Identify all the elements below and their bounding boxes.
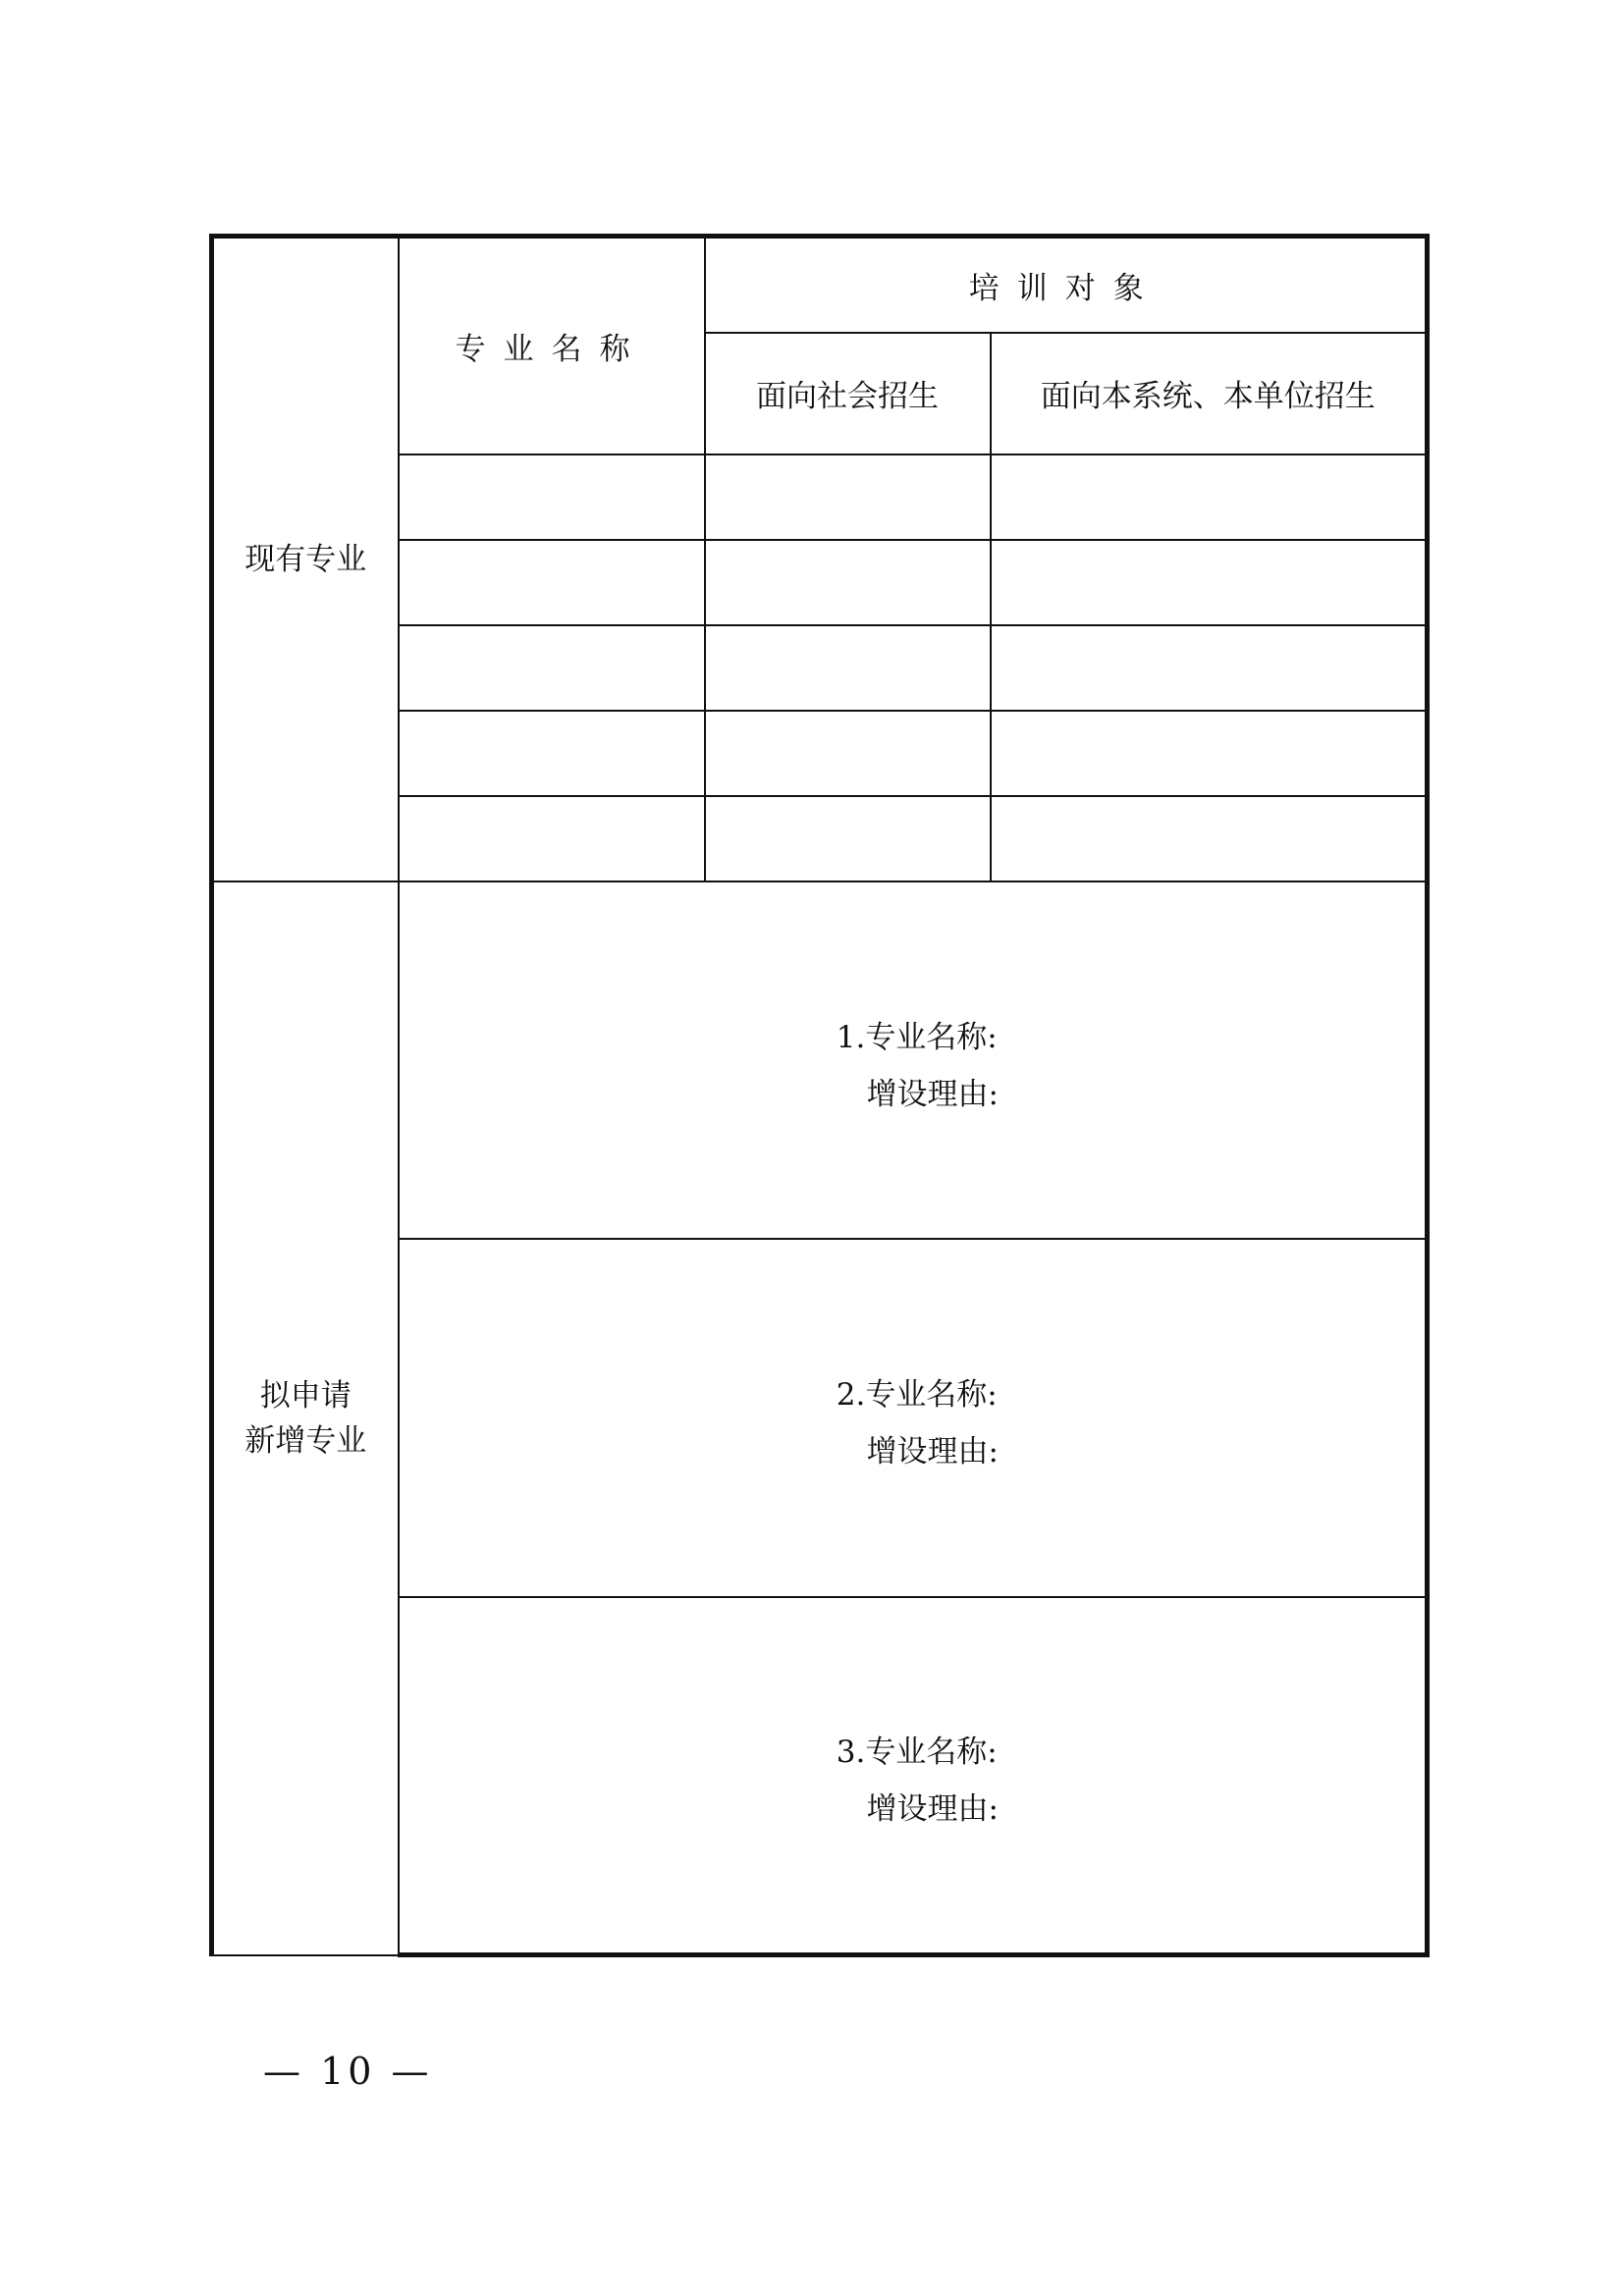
existing-major-internal-cell[interactable] (991, 625, 1428, 711)
existing-major-internal-cell[interactable] (991, 711, 1428, 796)
existing-major-internal-cell[interactable] (991, 540, 1428, 625)
major-name-header: 专业名称 (399, 237, 705, 454)
existing-major-name-cell[interactable] (399, 625, 705, 711)
training-target-header: 培训对象 (705, 237, 1428, 333)
proposal-reason-label: 增设理由: (866, 1076, 999, 1112)
existing-major-society-cell[interactable] (705, 454, 991, 540)
proposal-name-label: 专业名称: (865, 1377, 998, 1413)
existing-major-name-cell[interactable] (399, 540, 705, 625)
new-majors-label (212, 881, 399, 1955)
new-majors-label-line2: 新增专业 (244, 1422, 367, 1459)
proposal-entry[interactable] (399, 881, 1428, 1239)
proposal-entry[interactable] (399, 1597, 1428, 1955)
existing-major-internal-cell[interactable] (991, 454, 1428, 540)
existing-major-society-cell[interactable] (705, 625, 991, 711)
proposal-number: 1. (836, 1019, 866, 1055)
proposal-number: 3. (836, 1735, 866, 1771)
page-number: — 10 — (263, 2050, 433, 2093)
existing-major-name-cell[interactable] (399, 796, 705, 881)
new-majors-label-line1: 拟申请 (259, 1377, 352, 1414)
existing-major-name-cell[interactable] (399, 711, 705, 796)
proposal-number: 2. (836, 1377, 866, 1413)
major-application-table (209, 234, 1430, 1957)
existing-major-society-cell[interactable] (705, 540, 991, 625)
proposal-name-label: 专业名称: (865, 1019, 998, 1055)
proposal-reason-label: 增设理由: (866, 1791, 999, 1828)
col-header-society: 面向社会招生 (705, 333, 991, 454)
proposal-name-line (409, 1366, 1426, 1423)
existing-major-name-cell[interactable] (399, 454, 705, 540)
existing-majors-label: 现有专业 (212, 237, 399, 881)
proposal-reason-label: 增设理由: (866, 1434, 999, 1469)
existing-major-society-cell[interactable] (705, 796, 991, 881)
proposal-entry[interactable] (399, 1239, 1428, 1597)
proposal-name-line (409, 1009, 1426, 1066)
proposal-name-line (409, 1724, 1426, 1781)
existing-major-internal-cell[interactable] (991, 796, 1428, 881)
proposal-name-label: 专业名称: (865, 1735, 998, 1771)
col-header-internal: 面向本系统、本单位招生 (991, 333, 1428, 454)
existing-major-society-cell[interactable] (705, 711, 991, 796)
